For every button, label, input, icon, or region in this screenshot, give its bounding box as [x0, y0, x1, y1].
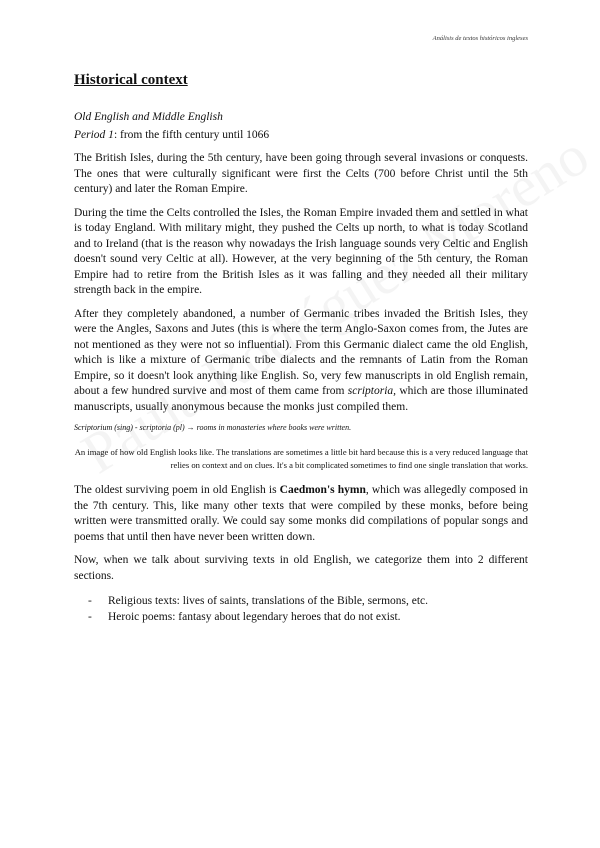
list-item: [88, 594, 528, 610]
list-item-text: Heroic poems: fantasy about legendary heroes that do not exist.: [108, 610, 401, 623]
paragraph-caedmon-after: , which was allegedly composed in the 7th century. This, like many other texts that were compiled by these monks, before being written were transmitted orally. We could say some monks did compilations of popular songs and poems that until then have never been written down.: [74, 484, 528, 543]
period-label: Period 1: [74, 129, 114, 141]
list-bullet: -: [88, 595, 92, 607]
paragraph-sections: Now, when we talk about surviving texts in old English, we categorize them into 2 different sections.: [74, 554, 528, 582]
paragraph-germanic-emph: scriptoria,: [347, 385, 397, 397]
paragraph-caedmon: [74, 483, 528, 545]
paragraph-germanic: [74, 307, 528, 416]
list-bullet: -: [88, 610, 92, 623]
paragraph-germanic-after: which are those illuminated manuscripts, usually anonymous because the monks just compiled them.: [74, 385, 529, 413]
list-item-text: Religious texts: lives of saints, translations of the Bible, sermons, etc.: [108, 595, 429, 607]
running-header: Análisis de textos históricos ingleses: [432, 35, 528, 42]
page-title: Historical context: [74, 72, 188, 88]
image-caption: An image of how old English looks like. The translations are sometimes a little bit hard because this is a very reduced language that relies on context and on clues. It's a bit complicated sometimes to find one single translation that works.: [74, 447, 528, 470]
sections-list: [88, 594, 528, 625]
paragraph-british-isles: The British Isles, during the 5th century, have been going through several invasions or conquests. The ones that were culturally significant were first the Celts (700 before Christ until the 5th century) and later the Roman Empire.: [74, 152, 528, 195]
page-content: [74, 72, 528, 625]
list-item: [88, 610, 528, 626]
paragraph-germanic-before: After they completely abandoned, a number of Germanic tribes invaded the British Isles, they were the Angles, Saxons and Jutes (this is where the term Anglo-Saxon comes from, the Jutes are not mentioned as they were not so influential). From this Germanic dialect came the old English, which is like a mixture of Germanic tribe dialects and the remnants of Latin from the Roman Empire, so it doesn't look anything like English. So, very few manuscripts in old English remain, about a few hundred survive and most of them came from: [74, 307, 528, 397]
caedmon-hymn-title: Caedmon's hymn: [279, 484, 366, 496]
subheading: Old English and Middle English: [74, 111, 223, 123]
scriptorium-note: Scriptorium (sing) - scriptoria (pl) → rooms in monasteries where books were written.: [74, 423, 352, 432]
period-line: [74, 129, 528, 141]
period-text: : from the fifth century until 1066: [113, 129, 270, 141]
paragraph-celts: During the time the Celts controlled the Isles, the Roman Empire invaded them and settled in what is today England. With military might, they pushed the Celts up north, to what is today Scotland and to Ireland (that is the reason why nowadays the Irish language sounds very Celtic and English doesn't sound very Celtic at all). However, at the very beginning of the 5th century, the Roman Empire had to retire from the British Isles as it was falling and they needed all their military strength back in the empire.: [74, 206, 528, 296]
paragraph-caedmon-before: The oldest surviving poem in old English is: [74, 484, 280, 496]
